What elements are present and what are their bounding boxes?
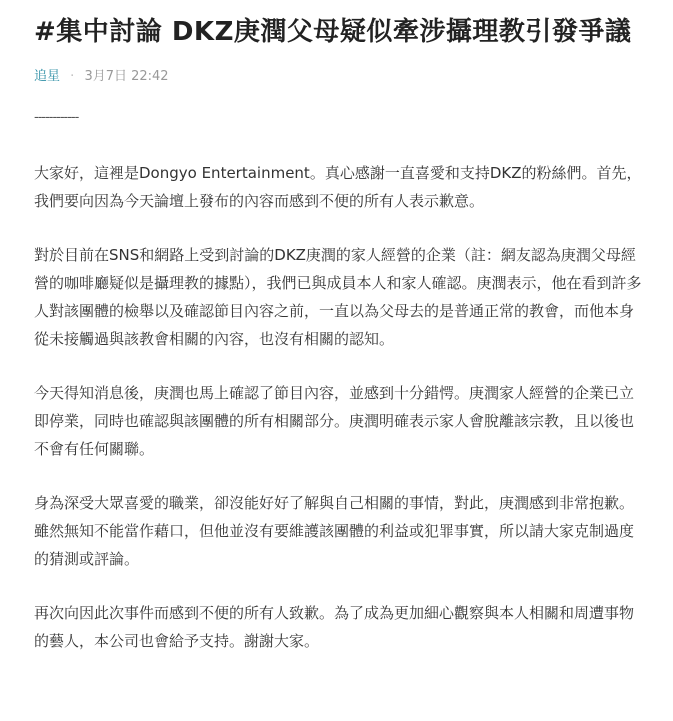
post-title: #集中討論 DKZ庚潤父母疑似牽涉攝理教引發爭議 <box>34 17 632 47</box>
paragraph-greeting: 大家好，這裡是Dongyo Entertainment。真心感謝一直喜愛和支持DKZ的粉絲們。首先，我們要向因為今天論壇上發布的內容而感到不便的所有人表示歉意。 <box>34 164 642 210</box>
dashed-divider: ------------ <box>34 110 79 125</box>
paragraph-closing: 再次向因此次事件而感到不便的所有人致歉。為了成為更加細心觀察與本人相關和周遭事物的藝人，本公司也會給予支持。謝謝大家。 <box>34 604 635 650</box>
paragraph-apology: 身為深受大眾喜愛的職業，卻沒能好好了解與自己相關的事情，對此，庚潤感到非常抱歉。雖然無知不能當作藉口，但他並沒有要維護該團體的利益或犯罪事實，所以請大家克制過度的猜測或評論。 <box>34 494 635 568</box>
paragraph-action: 今天得知消息後，庚潤也馬上確認了節目內容，並感到十分錯愕。庚潤家人經營的企業已立即停業，同時也確認與該團體的所有相關部分。庚潤明確表示家人會脫離該宗教，且以後也不會有任何關聯。 <box>34 384 635 458</box>
post-meta <box>34 68 643 86</box>
meta-separator: · <box>70 69 75 84</box>
paragraph-confirmation: 對於目前在SNS和網路上受到討論的DKZ庚潤的家人經營的企業（註：網友認為庚潤父母經營的咖啡廳疑似是攝理教的據點），我們已與成員本人和家人確認。庚潤表示，他在看到許多人對該團體的檢舉以及確認節目內容之前，一直以為父母去的是普通正常的教會，而他本身從未接觸過與該教會相關的內容，也沒有相關的認知。 <box>34 246 642 348</box>
post-date: 3月7日 22:42 <box>84 69 169 84</box>
author-link[interactable]: 追星 <box>34 69 61 84</box>
